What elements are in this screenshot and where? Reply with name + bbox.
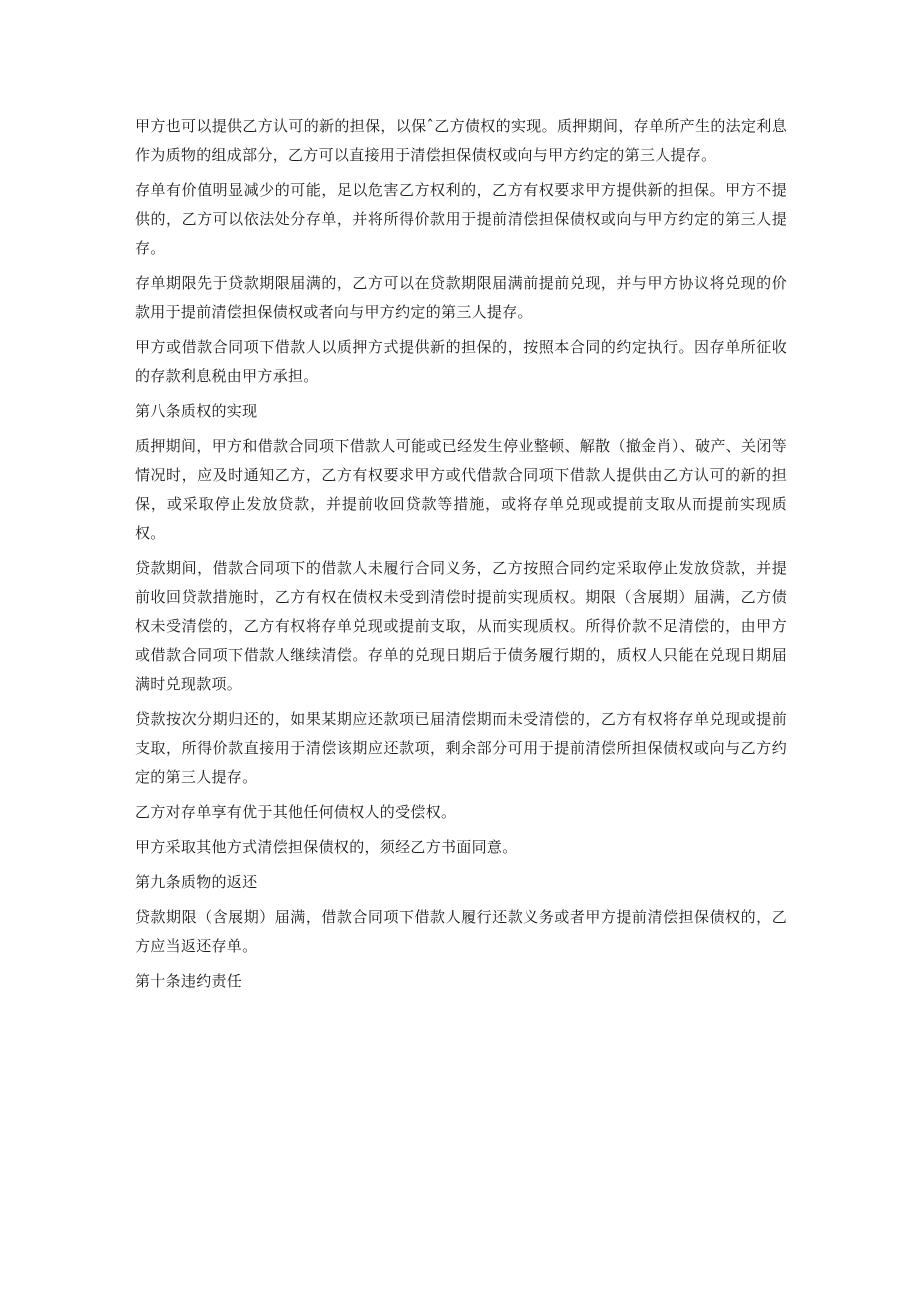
section-heading: 第十条违约责任 xyxy=(135,972,243,990)
paragraph: 乙方对存单享有优于其他任何债权人的受偿权。 xyxy=(135,803,457,821)
section-heading: 第九条质物的返还 xyxy=(135,873,258,891)
paragraph: 甲方或借款合同项下借款人以质押方式提供新的担保的，按照本合同的约定执行。因存单所征收的存款利息税由甲方承担。 xyxy=(135,338,787,385)
paragraph: 存单期限先于贷款期限届满的，乙方可以在贷款期限届满前提前兑现，并与甲方协议将兑现的价款用于提前清偿担保债权或者向与甲方约定的第三人提存。 xyxy=(135,274,787,321)
paragraph: 贷款期间，借款合同项下的借款人未履行合同义务，乙方按照合同约定采取停止发放贷款，并提前收回贷款措施时，乙方有权在债权未受到清偿时提前实现质权。期限（含展期）届满，乙方债权未受清偿的，乙方有权将存单兑现或提前支取，从而实现质权。所得价款不足清偿的，由甲方或借款合同项下借款人继续清偿。存单的兑现日期后于债务履行期的，质权人只能在兑现日期届满时兑现款项。 xyxy=(135,559,787,693)
paragraph: 贷款期限（含展期）届满，借款合同项下借款人履行还款义务或者甲方提前清偿担保债权的，乙方应当返还存单。 xyxy=(135,908,787,955)
paragraph: 甲方也可以提供乙方认可的新的担保，以保ˆ乙方债权的实现。质押期间，存单所产生的法定利息作为质物的组成部分，乙方可以直接用于清偿担保债权或向与甲方约定的第三人提存。 xyxy=(135,117,787,164)
paragraph: 质押期间，甲方和借款合同项下借款人可能或已经发生停业整顿、解散（撤金肖）、破产、关闭等情况时，应及时通知乙方，乙方有权要求甲方或代借款合同项下借款人提供由乙方认可的新的担保，或采取停止发放贷款，并提前收回贷款等措施，或将存单兑现或提前支取从而提前实现质权。 xyxy=(135,437,787,542)
document-page xyxy=(135,112,787,1002)
paragraph: 贷款按次分期归还的，如果某期应还款项已届清偿期而未受清偿的，乙方有权将存单兑现或提前支取，所得价款直接用于清偿该期应还款项，剩余部分可用于提前清偿所担保债权或向与乙方约定的第三人提存。 xyxy=(135,710,787,786)
paragraph: 甲方采取其他方式清偿担保债权的，须经乙方书面同意。 xyxy=(135,838,518,856)
section-heading: 第八条质权的实现 xyxy=(135,402,258,420)
paragraph: 存单有价值明显减少的可能，足以危害乙方权利的，乙方有权要求甲方提供新的担保。甲方不提供的，乙方可以依法处分存单，并将所得价款用于提前清偿担保债权或向与甲方约定的第三人提存。 xyxy=(135,181,787,257)
